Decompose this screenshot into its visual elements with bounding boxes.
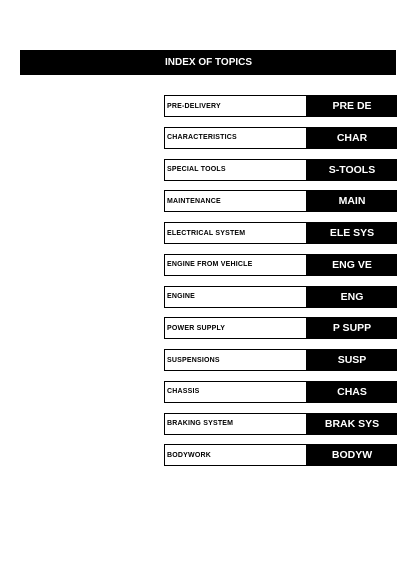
topic-power-supply[interactable] xyxy=(164,317,397,339)
topic-code: CHAS xyxy=(308,382,396,402)
topic-braking-system[interactable] xyxy=(164,413,397,435)
topic-label: SPECIAL TOOLS xyxy=(165,160,308,180)
topic-label: SUSPENSIONS xyxy=(165,350,308,370)
topic-label: CHASSIS xyxy=(165,382,308,402)
topic-characteristics[interactable] xyxy=(164,127,397,149)
topic-code: MAIN xyxy=(308,191,396,211)
topic-code: BRAK SYS xyxy=(308,414,396,434)
topic-electrical-system[interactable] xyxy=(164,222,397,244)
topic-label: BRAKING SYSTEM xyxy=(165,414,308,434)
topic-code: BODYW xyxy=(308,445,396,465)
topic-label: PRE-DELIVERY xyxy=(165,96,308,116)
topic-label: MAINTENANCE xyxy=(165,191,308,211)
topic-chassis[interactable] xyxy=(164,381,397,403)
topic-code: SUSP xyxy=(308,350,396,370)
topic-maintenance[interactable] xyxy=(164,190,397,212)
topic-label: CHARACTERISTICS xyxy=(165,128,308,148)
topic-engine-from-vehicle[interactable] xyxy=(164,254,397,276)
topic-label: ENGINE xyxy=(165,287,308,307)
topic-label: POWER SUPPLY xyxy=(165,318,308,338)
topic-engine[interactable] xyxy=(164,286,397,308)
topic-code: PRE DE xyxy=(308,96,396,116)
topic-label: ENGINE FROM VEHICLE xyxy=(165,255,308,275)
topic-list xyxy=(164,95,397,476)
topic-code: ELE SYS xyxy=(308,223,396,243)
topic-code: ENG xyxy=(308,287,396,307)
topic-bodywork[interactable] xyxy=(164,444,397,466)
topic-code: S-TOOLS xyxy=(308,160,396,180)
index-header xyxy=(20,50,396,75)
index-title: INDEX OF TOPICS xyxy=(165,57,253,68)
topic-suspensions[interactable] xyxy=(164,349,397,371)
topic-special-tools[interactable] xyxy=(164,159,397,181)
topic-code: CHAR xyxy=(308,128,396,148)
topic-label: ELECTRICAL SYSTEM xyxy=(165,223,308,243)
topic-label: BODYWORK xyxy=(165,445,308,465)
topic-code: P SUPP xyxy=(308,318,396,338)
topic-pre-delivery[interactable] xyxy=(164,95,397,117)
topic-code: ENG VE xyxy=(308,255,396,275)
